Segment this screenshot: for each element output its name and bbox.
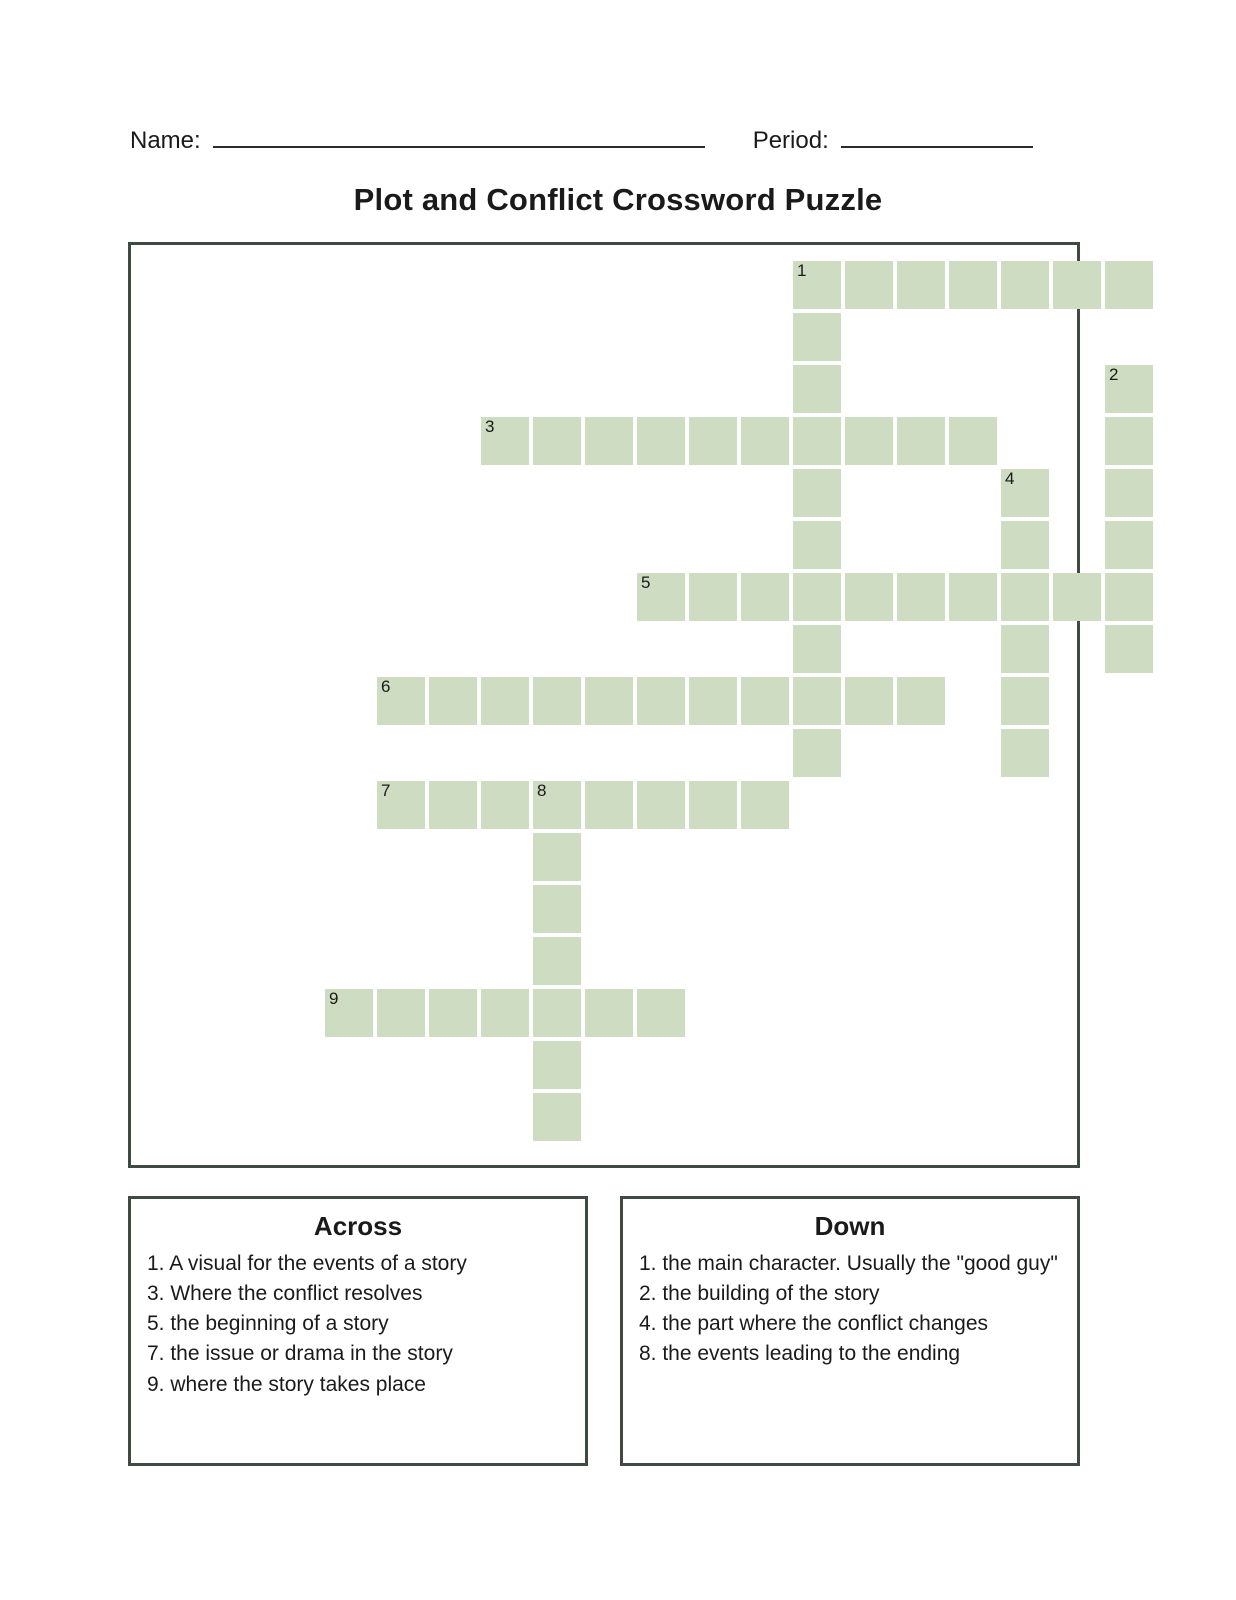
- across-clue-list: [147, 1250, 569, 1399]
- crossword-cell[interactable]: [1001, 261, 1049, 309]
- crossword-cell[interactable]: [897, 261, 945, 309]
- crossword-cell[interactable]: [845, 573, 893, 621]
- down-clue-box: [620, 1196, 1080, 1466]
- across-clue-item: 1. A visual for the events of a story: [147, 1252, 467, 1275]
- across-clue-item: 5. the beginning of a story: [147, 1312, 389, 1336]
- crossword-cell[interactable]: [793, 625, 841, 673]
- cell-number: 5: [641, 573, 651, 592]
- cell-number: 4: [1005, 469, 1015, 488]
- cell-number: 2: [1109, 365, 1119, 384]
- across-clue-item: 3. Where the conflict resolves: [147, 1282, 423, 1306]
- crossword-cell[interactable]: [689, 781, 737, 829]
- crossword-cell[interactable]: [1105, 261, 1153, 309]
- crossword-cell[interactable]: [689, 677, 737, 725]
- crossword-cell[interactable]: [949, 573, 997, 621]
- down-clue-item: 4. the part where the conflict changes: [639, 1312, 989, 1336]
- crossword-cell[interactable]: [793, 677, 841, 725]
- cell-number: 8: [537, 781, 547, 800]
- crossword-cell[interactable]: [1105, 573, 1153, 621]
- crossword-cell[interactable]: [897, 677, 945, 725]
- page-title: Plot and Conflict Crossword Puzzle: [353, 182, 883, 217]
- crossword-cell[interactable]: [793, 729, 841, 777]
- crossword-cell[interactable]: [533, 937, 581, 985]
- cell-number: 3: [485, 417, 495, 436]
- crossword-cell[interactable]: [481, 781, 529, 829]
- crossword-cell[interactable]: [533, 417, 581, 465]
- crossword-cell[interactable]: [637, 989, 685, 1037]
- crossword-cell[interactable]: [585, 989, 633, 1037]
- crossword-cell[interactable]: [1001, 729, 1049, 777]
- crossword-cell[interactable]: [1105, 625, 1153, 673]
- crossword-cell[interactable]: [533, 677, 581, 725]
- crossword-cell[interactable]: [1001, 573, 1049, 621]
- crossword-cell[interactable]: [741, 417, 789, 465]
- crossword-cell[interactable]: [1105, 469, 1153, 517]
- crossword-cell[interactable]: [637, 417, 685, 465]
- crossword-cell[interactable]: [429, 781, 477, 829]
- crossword-cell-numbered[interactable]: [377, 677, 425, 725]
- crossword-cell[interactable]: [585, 677, 633, 725]
- crossword-cell[interactable]: [845, 417, 893, 465]
- crossword-cell[interactable]: [481, 989, 529, 1037]
- across-clue-box: [128, 1196, 588, 1466]
- crossword-cell[interactable]: [689, 573, 737, 621]
- crossword-cell[interactable]: [585, 417, 633, 465]
- down-clue-item: 2. the building of the story: [639, 1282, 880, 1306]
- crossword-cell-numbered[interactable]: [325, 989, 373, 1037]
- crossword-cell[interactable]: [533, 1093, 581, 1141]
- crossword-cell[interactable]: [637, 677, 685, 725]
- crossword-cell-numbered[interactable]: [1001, 469, 1049, 517]
- cell-number: 1: [797, 261, 807, 280]
- crossword-cell[interactable]: [533, 833, 581, 881]
- crossword-cell[interactable]: [949, 417, 997, 465]
- down-clue-item: 1. the main character. Usually the "good guy": [639, 1252, 1058, 1275]
- clue-section: [128, 1196, 1080, 1466]
- crossword-cell[interactable]: [793, 313, 841, 361]
- crossword-cell[interactable]: [793, 417, 841, 465]
- crossword-cell-numbered[interactable]: [481, 417, 529, 465]
- crossword-cell[interactable]: [1001, 677, 1049, 725]
- crossword-cell[interactable]: [1053, 573, 1101, 621]
- crossword-cell[interactable]: [897, 417, 945, 465]
- crossword-cell[interactable]: [845, 261, 893, 309]
- crossword-cell[interactable]: [793, 521, 841, 569]
- across-clue-item: 7. the issue or drama in the story: [147, 1342, 453, 1366]
- cell-number: 6: [381, 677, 391, 696]
- down-clue-list: [639, 1250, 1061, 1369]
- crossword-cell-numbered[interactable]: [793, 261, 841, 309]
- cell-number: 9: [329, 989, 339, 1008]
- crossword-cell[interactable]: [481, 677, 529, 725]
- period-label: Period:: [752, 127, 829, 154]
- crossword-cell[interactable]: [637, 781, 685, 829]
- name-input-line[interactable]: [213, 122, 705, 148]
- crossword-cell[interactable]: [949, 261, 997, 309]
- crossword-cell[interactable]: [533, 989, 581, 1037]
- crossword-cell[interactable]: [689, 417, 737, 465]
- across-heading: Across: [313, 1211, 403, 1241]
- crossword-grid[interactable]: [131, 245, 1119, 1165]
- crossword-cell[interactable]: [793, 573, 841, 621]
- crossword-cell[interactable]: [1105, 417, 1153, 465]
- crossword-cell[interactable]: [533, 885, 581, 933]
- worksheet-header: [130, 122, 1106, 162]
- crossword-cell-numbered[interactable]: [637, 573, 685, 621]
- crossword-cell[interactable]: [1001, 625, 1049, 673]
- crossword-cell[interactable]: [741, 677, 789, 725]
- cell-number: 7: [381, 781, 391, 800]
- crossword-frame: [128, 242, 1119, 1168]
- crossword-cell[interactable]: [429, 989, 477, 1037]
- crossword-cell[interactable]: [585, 781, 633, 829]
- crossword-cell[interactable]: [793, 469, 841, 517]
- down-heading: Down: [814, 1211, 886, 1241]
- crossword-cell[interactable]: [1105, 521, 1153, 569]
- crossword-cell[interactable]: [741, 573, 789, 621]
- name-label: Name:: [130, 127, 201, 154]
- crossword-cell[interactable]: [1001, 521, 1049, 569]
- crossword-cell[interactable]: [533, 1041, 581, 1089]
- crossword-cell[interactable]: [845, 677, 893, 725]
- crossword-cell[interactable]: [741, 781, 789, 829]
- period-input-line[interactable]: [841, 122, 1033, 148]
- crossword-cell[interactable]: [793, 365, 841, 413]
- crossword-cell[interactable]: [377, 989, 425, 1037]
- across-clue-item: 9. where the story takes place: [147, 1372, 426, 1396]
- crossword-cell[interactable]: [1053, 261, 1101, 309]
- crossword-cell[interactable]: [897, 573, 945, 621]
- crossword-cell-numbered[interactable]: [377, 781, 425, 829]
- down-clue-item: 8. the events leading to the ending: [639, 1342, 961, 1366]
- crossword-cell-numbered[interactable]: [1105, 365, 1153, 413]
- crossword-cell[interactable]: [429, 677, 477, 725]
- crossword-cell-numbered[interactable]: [533, 781, 581, 829]
